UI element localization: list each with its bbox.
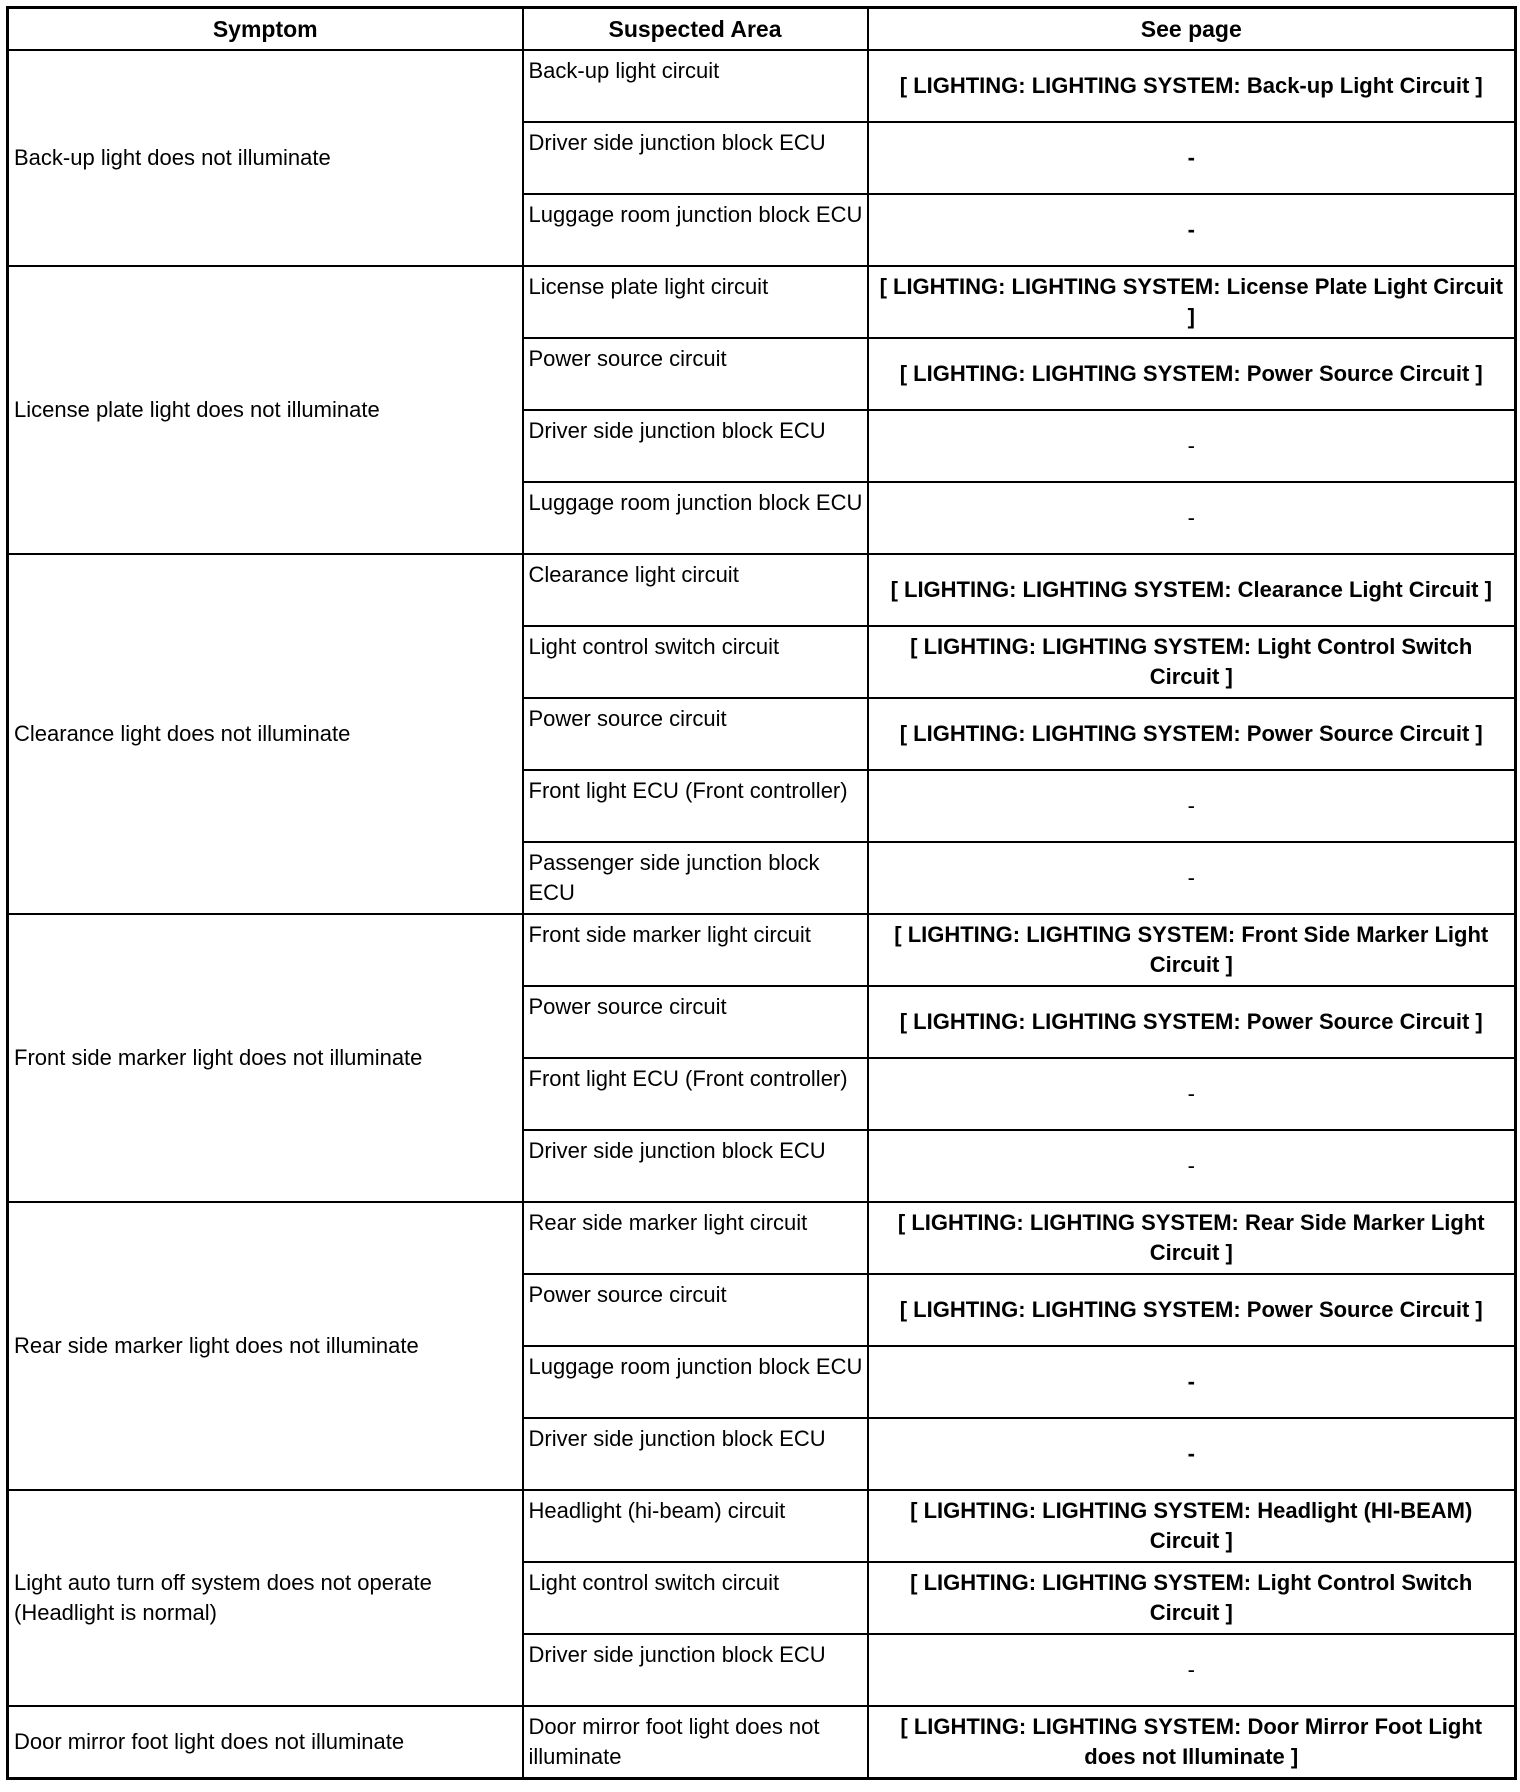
see-page-none: - xyxy=(868,1418,1516,1490)
symptom-cell: Clearance light does not illuminate xyxy=(8,554,523,914)
see-page-none: - xyxy=(868,410,1516,482)
symptom-cell: License plate light does not illuminate xyxy=(8,266,523,554)
suspected-area-cell: Driver side junction block ECU xyxy=(523,1634,868,1706)
suspected-area-cell: Light control switch circuit xyxy=(523,1562,868,1634)
see-page-reference: [ LIGHTING: LIGHTING SYSTEM: Door Mirror Foot Light does not Illuminate ] xyxy=(868,1706,1516,1778)
see-page-none: - xyxy=(868,1346,1516,1418)
suspected-area-cell: Back-up light circuit xyxy=(523,50,868,122)
header-suspected-area: Suspected Area xyxy=(523,8,868,51)
see-page-none: - xyxy=(868,194,1516,266)
see-page-reference: [ LIGHTING: LIGHTING SYSTEM: Power Source Circuit ] xyxy=(868,986,1516,1058)
see-page-reference: [ LIGHTING: LIGHTING SYSTEM: Light Control Switch Circuit ] xyxy=(868,626,1516,698)
table-row xyxy=(8,50,1516,122)
see-page-reference: [ LIGHTING: LIGHTING SYSTEM: Rear Side Marker Light Circuit ] xyxy=(868,1202,1516,1274)
table-row xyxy=(8,914,1516,986)
header-symptom: Symptom xyxy=(8,8,523,51)
suspected-area-cell: Driver side junction block ECU xyxy=(523,1130,868,1202)
see-page-none: - xyxy=(868,1130,1516,1202)
see-page-reference: [ LIGHTING: LIGHTING SYSTEM: Power Source Circuit ] xyxy=(868,1274,1516,1346)
symptom-cell: Door mirror foot light does not illuminate xyxy=(8,1706,523,1778)
suspected-area-cell: Front side marker light circuit xyxy=(523,914,868,986)
table-body xyxy=(8,50,1516,1778)
table-row xyxy=(8,1490,1516,1562)
see-page-reference: [ LIGHTING: LIGHTING SYSTEM: Power Source Circuit ] xyxy=(868,338,1516,410)
document-page xyxy=(6,6,1514,1780)
suspected-area-cell: Door mirror foot light does not illuminate xyxy=(523,1706,868,1778)
see-page-reference: [ LIGHTING: LIGHTING SYSTEM: Front Side Marker Light Circuit ] xyxy=(868,914,1516,986)
see-page-reference: [ LIGHTING: LIGHTING SYSTEM: Light Control Switch Circuit ] xyxy=(868,1562,1516,1634)
suspected-area-cell: Power source circuit xyxy=(523,986,868,1058)
suspected-area-cell: License plate light circuit xyxy=(523,266,868,338)
see-page-none: - xyxy=(868,1058,1516,1130)
symptom-cell: Light auto turn off system does not operate (Headlight is normal) xyxy=(8,1490,523,1706)
table-row xyxy=(8,266,1516,338)
symptom-cell: Rear side marker light does not illuminate xyxy=(8,1202,523,1490)
symptom-cell: Back-up light does not illuminate xyxy=(8,50,523,266)
header-row xyxy=(8,8,1516,51)
table-row xyxy=(8,1706,1516,1778)
see-page-reference: [ LIGHTING: LIGHTING SYSTEM: License Plate Light Circuit ] xyxy=(868,266,1516,338)
suspected-area-cell: Clearance light circuit xyxy=(523,554,868,626)
suspected-area-cell: Headlight (hi-beam) circuit xyxy=(523,1490,868,1562)
table-row xyxy=(8,554,1516,626)
see-page-reference: [ LIGHTING: LIGHTING SYSTEM: Headlight (HI-BEAM) Circuit ] xyxy=(868,1490,1516,1562)
suspected-area-cell: Driver side junction block ECU xyxy=(523,122,868,194)
header-see-page: See page xyxy=(868,8,1516,51)
symptom-cell: Front side marker light does not illuminate xyxy=(8,914,523,1202)
table-row xyxy=(8,1202,1516,1274)
suspected-area-cell: Driver side junction block ECU xyxy=(523,410,868,482)
see-page-none: - xyxy=(868,122,1516,194)
see-page-none: - xyxy=(868,1634,1516,1706)
suspected-area-cell: Luggage room junction block ECU xyxy=(523,482,868,554)
see-page-none: - xyxy=(868,482,1516,554)
symptom-table xyxy=(6,6,1517,1780)
see-page-none: - xyxy=(868,770,1516,842)
see-page-none: - xyxy=(868,842,1516,914)
suspected-area-cell: Power source circuit xyxy=(523,698,868,770)
suspected-area-cell: Passenger side junction block ECU xyxy=(523,842,868,914)
suspected-area-cell: Power source circuit xyxy=(523,1274,868,1346)
suspected-area-cell: Driver side junction block ECU xyxy=(523,1418,868,1490)
see-page-reference: [ LIGHTING: LIGHTING SYSTEM: Power Source Circuit ] xyxy=(868,698,1516,770)
suspected-area-cell: Luggage room junction block ECU xyxy=(523,1346,868,1418)
suspected-area-cell: Front light ECU (Front controller) xyxy=(523,770,868,842)
see-page-reference: [ LIGHTING: LIGHTING SYSTEM: Back-up Light Circuit ] xyxy=(868,50,1516,122)
suspected-area-cell: Rear side marker light circuit xyxy=(523,1202,868,1274)
suspected-area-cell: Power source circuit xyxy=(523,338,868,410)
suspected-area-cell: Light control switch circuit xyxy=(523,626,868,698)
suspected-area-cell: Front light ECU (Front controller) xyxy=(523,1058,868,1130)
suspected-area-cell: Luggage room junction block ECU xyxy=(523,194,868,266)
see-page-reference: [ LIGHTING: LIGHTING SYSTEM: Clearance Light Circuit ] xyxy=(868,554,1516,626)
